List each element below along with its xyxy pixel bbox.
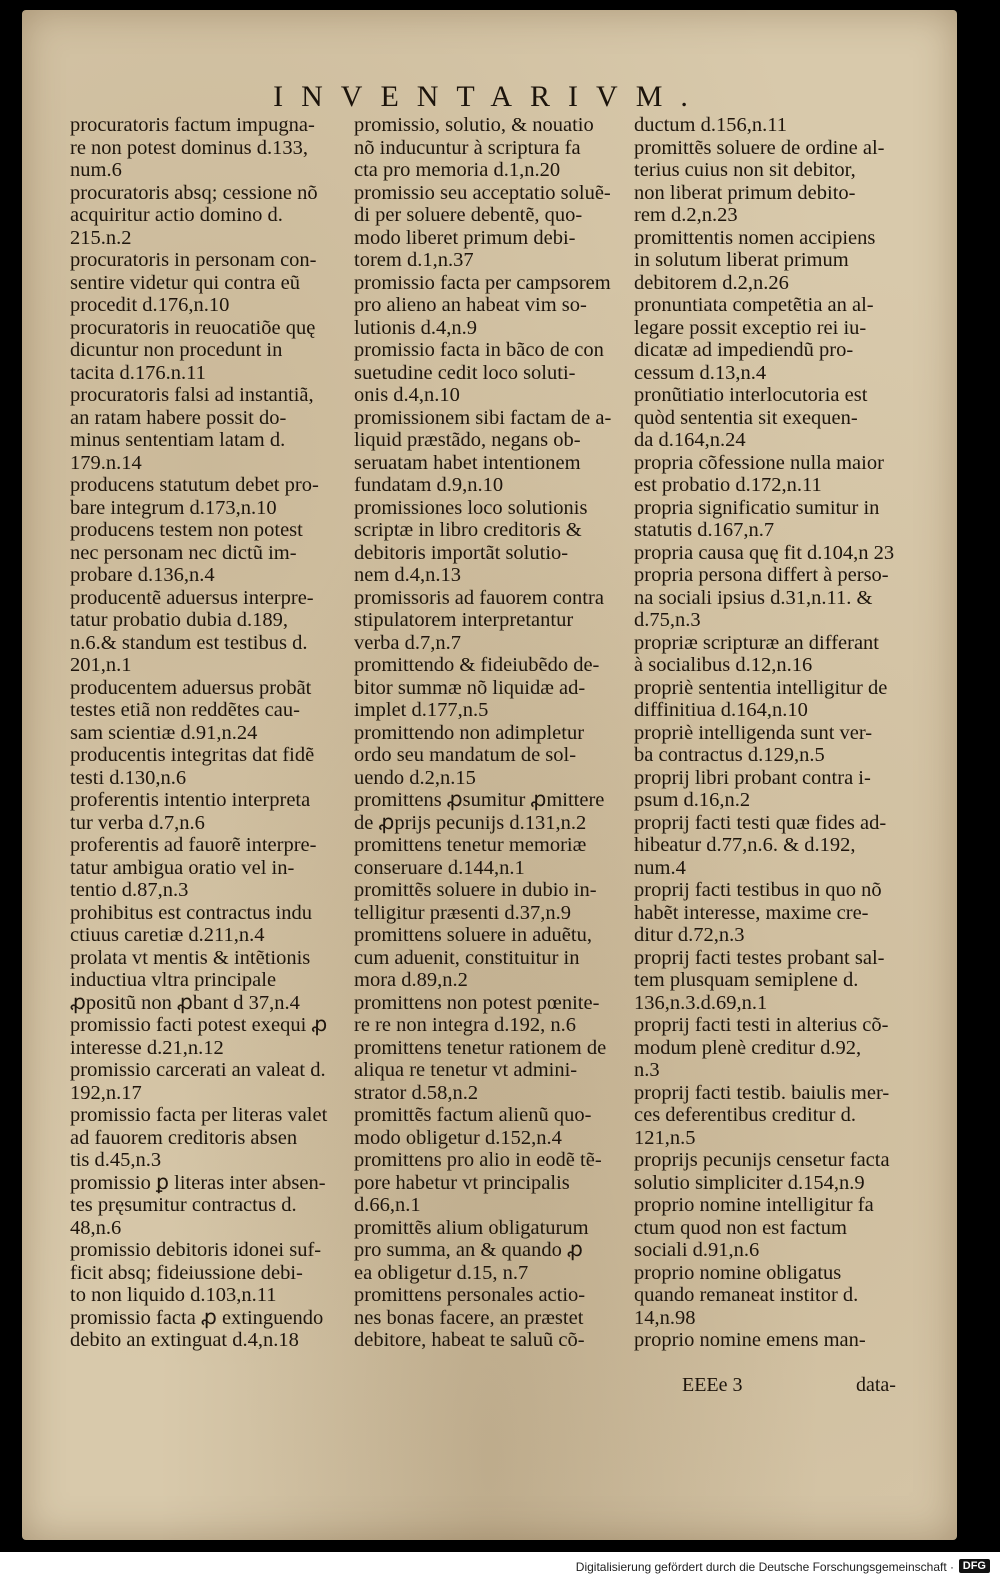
index-line: liquid præstãdo, negans ob- xyxy=(354,429,581,451)
index-line: seruatam habet intentionem xyxy=(354,451,581,474)
index-line: cta pro memoria d.1,n.20 xyxy=(354,159,561,181)
index-line: promittendo non adimpletur xyxy=(354,721,585,744)
index-line: pro summa, an & quando ꝓ xyxy=(354,1239,583,1261)
index-line: procedit d.176,n.10 xyxy=(70,294,230,316)
index-line: verba d.7,n.7 xyxy=(354,631,462,654)
index-line: n.6.& standum est testibus d. xyxy=(70,631,308,654)
index-line: lutionis d.4,n.9 xyxy=(354,316,478,339)
index-line: producens statutum debet pro- xyxy=(70,474,319,496)
index-line: promittens ꝓsumitur ꝓmittere xyxy=(354,789,605,811)
index-line: torem d.1,n.37 xyxy=(354,249,474,271)
index-line: re re non integra d.192, n.6 xyxy=(354,1014,577,1036)
index-line: ꝓpositũ non ꝓbant d 37,n.4 xyxy=(70,991,300,1014)
index-line: num.6 xyxy=(70,159,122,181)
index-line: legare possit exceptio rei iu- xyxy=(634,316,867,339)
index-line: ctum quod non est factum xyxy=(634,1216,847,1239)
index-line: propriæ scripturæ an differant xyxy=(634,631,879,654)
index-line: nec personam nec dictũ im- xyxy=(70,541,297,564)
index-line: promissionem sibi factam de a- xyxy=(354,406,612,429)
index-line: bitor summæ nõ liquidæ ad- xyxy=(354,676,586,699)
index-line: nes bonas facere, an præstet xyxy=(354,1306,584,1329)
index-line: ea obligetur d.15, n.7 xyxy=(354,1261,529,1284)
index-line: producentem aduersus probãt xyxy=(70,676,312,699)
index-line: promittens non potest pœnite- xyxy=(354,991,600,1014)
index-line: ductum d.156,n.11 xyxy=(634,114,787,136)
index-line: fundatam d.9,n.10 xyxy=(354,474,504,496)
index-line: promissoris ad fauorem contra xyxy=(354,586,604,609)
index-line: promittẽs soluere de ordine al- xyxy=(634,136,885,159)
index-line: 121,n.5 xyxy=(634,1126,696,1149)
index-line: promittẽs factum alienũ quo- xyxy=(354,1104,592,1126)
book-page xyxy=(22,10,957,1540)
index-line: promissio carcerati an valeat d. xyxy=(70,1059,326,1081)
index-line: statutis d.167,n.7 xyxy=(634,519,775,541)
index-line: tur verba d.7,n.6 xyxy=(70,811,205,834)
index-line: pore habetur vt principalis xyxy=(354,1171,570,1194)
index-line: 192,n.17 xyxy=(70,1081,142,1104)
index-line: debitoris importãt solutio- xyxy=(354,541,569,564)
index-line: tentio d.87,n.3 xyxy=(70,879,189,901)
index-line: ditur d.72,n.3 xyxy=(634,924,745,946)
index-line: re non potest dominus d.133, xyxy=(70,136,309,159)
index-line: ctiuus caretiæ d.211,n.4 xyxy=(70,924,265,946)
index-column-2 xyxy=(354,114,640,1352)
index-line: est probatio d.172,n.11 xyxy=(634,474,822,496)
index-line: sentire videtur qui contra eũ xyxy=(70,271,300,294)
index-line: promittens tenetur memoriæ xyxy=(354,834,587,856)
index-line: à socialibus d.12,n.16 xyxy=(634,654,813,676)
index-line: propria cõfessione nulla maior xyxy=(634,451,884,474)
index-line: aliqua re tenetur vt admini- xyxy=(354,1059,578,1081)
index-line: probare d.136,n.4 xyxy=(70,564,215,586)
index-line: 201,n.1 xyxy=(70,654,132,676)
index-line: proprio nomine intelligitur fa xyxy=(634,1194,874,1216)
index-line: implet d.177,n.5 xyxy=(354,699,489,721)
index-line: inductiua vltra principale xyxy=(70,969,277,991)
digitization-footer xyxy=(0,1552,1000,1580)
index-line: na sociali ipsius d.31,n.11. & xyxy=(634,586,873,609)
index-line: hibeatur d.77,n.6. & d.192, xyxy=(634,834,856,856)
index-line: promittens pro alio in eodẽ tẽ- xyxy=(354,1149,602,1171)
index-line: ordo seu mandatum de sol- xyxy=(354,744,577,766)
index-line: procuratoris absq; cessione nõ xyxy=(70,181,318,204)
index-line: promittentis nomen accipiens xyxy=(634,226,876,249)
index-column-1 xyxy=(70,114,356,1352)
index-line: habẽt interesse, maxime cre- xyxy=(634,901,869,924)
index-line: pronuntiata competẽtia an al- xyxy=(634,294,874,316)
index-line: proprij libri probant contra i- xyxy=(634,766,871,789)
index-line: tis d.45,n.3 xyxy=(70,1149,162,1171)
index-line: minus sententiam latam d. xyxy=(70,429,286,451)
index-line: terius cuius non sit debitor, xyxy=(634,159,856,181)
index-line: sociali d.91,n.6 xyxy=(634,1239,760,1261)
index-line: acquiritur actio domino d. xyxy=(70,204,283,226)
index-line: debitore, habeat te saluũ cõ- xyxy=(354,1329,585,1351)
index-line: promissio facta per literas valet xyxy=(70,1104,328,1126)
index-line: promissio facti potest exequi ꝓ xyxy=(70,1014,328,1036)
index-line: ces deferentibus creditur d. xyxy=(634,1104,856,1126)
index-line: dicatæ ad impediendũ pro- xyxy=(634,339,854,361)
index-line: telligitur præsenti d.37,n.9 xyxy=(354,901,571,924)
index-line: procuratoris in reuocatiõe quę xyxy=(70,316,316,339)
index-line: 14,n.98 xyxy=(634,1306,696,1329)
index-line: ficit absq; fideiussione debi- xyxy=(70,1261,303,1284)
index-line: conseruare d.144,n.1 xyxy=(354,856,525,879)
index-line: tacita d.176.n.11 xyxy=(70,361,206,384)
page-header: INVENTARIVM. xyxy=(273,80,706,113)
index-line: de ꝓprijs pecunijs d.131,n.2 xyxy=(354,811,587,834)
footer-credit-text: Digitalisierung gefördert durch die Deutsche Forschungsgemeinschaft · xyxy=(575,1560,954,1574)
index-line: prohibitus est contractus indu xyxy=(70,901,312,924)
index-line: bare integrum d.173,n.10 xyxy=(70,496,277,519)
index-line: procuratoris in personam con- xyxy=(70,249,317,271)
index-line: promittendo & fideiubẽdo de- xyxy=(354,654,600,676)
index-line: sam scientiæ d.91,n.24 xyxy=(70,721,258,744)
index-line: promissio ꝑ literas inter absen- xyxy=(70,1171,326,1194)
dfg-logo: DFG xyxy=(959,1559,990,1573)
index-line: solutio simpliciter d.154,n.9 xyxy=(634,1171,865,1194)
index-line: proprij facti testibus in quo nõ xyxy=(634,879,882,901)
index-line: in solutum liberat primum xyxy=(634,249,849,271)
index-column-3 xyxy=(634,114,920,1352)
index-line: pro alieno an habeat vim so- xyxy=(354,294,587,316)
index-line: ba contractus d.129,n.5 xyxy=(634,744,825,766)
index-line: promittens personales actio- xyxy=(354,1284,586,1306)
index-line: promissio facta per campsorem xyxy=(354,271,611,294)
index-line: quòd sententia sit exequen- xyxy=(634,406,858,429)
index-line: d.66,n.1 xyxy=(354,1194,421,1216)
index-line: tes pręsumitur contractus d. xyxy=(70,1194,297,1216)
index-line: mora d.89,n.2 xyxy=(354,969,468,991)
index-line: propriè sententia intelligitur de xyxy=(634,676,888,699)
index-line: producentẽ aduersus interpre- xyxy=(70,586,314,609)
index-line: promittẽs alium obligaturum xyxy=(354,1216,589,1239)
index-line: promissio facta ꝓ extinguendo xyxy=(70,1306,324,1329)
index-line: da d.164,n.24 xyxy=(634,429,746,451)
index-line: 215.n.2 xyxy=(70,226,132,249)
index-line: non liberat primum debito- xyxy=(634,181,856,204)
index-line: onis d.4,n.10 xyxy=(354,384,460,406)
index-line: propriè intelligenda sunt ver- xyxy=(634,721,873,744)
index-line: diffinitiua d.164,n.10 xyxy=(634,699,808,721)
index-line: 48,n.6 xyxy=(70,1216,122,1239)
index-line: proprij facti testi in alterius cõ- xyxy=(634,1014,889,1036)
index-line: promissio seu acceptatio soluẽ- xyxy=(354,181,611,204)
index-line: promittens tenetur rationem de xyxy=(354,1036,607,1059)
index-line: tatur probatio dubia d.189, xyxy=(70,609,289,631)
index-line: modum plenè creditur d.92, xyxy=(634,1036,862,1059)
index-line: proprij facti testib. baiulis mer- xyxy=(634,1081,890,1104)
index-line: proprij facti testes probant sal- xyxy=(634,946,885,969)
index-line: proprio nomine obligatus xyxy=(634,1261,842,1284)
index-line: interesse d.21,n.12 xyxy=(70,1036,224,1059)
index-line: dicuntur non procedunt in xyxy=(70,339,283,361)
index-line: stipulatorem interpretantur xyxy=(354,609,574,631)
index-line: an ratam habere possit do- xyxy=(70,406,287,429)
index-line: testi d.130,n.6 xyxy=(70,766,187,789)
index-line: nem d.4,n.13 xyxy=(354,564,462,586)
index-line: promissio, solutio, & nouatio xyxy=(354,114,594,136)
index-line: uendo d.2,n.15 xyxy=(354,766,476,789)
catchword: data- xyxy=(856,1374,896,1396)
index-line: scriptæ in libro creditoris & xyxy=(354,519,582,541)
index-line: psum d.16,n.2 xyxy=(634,789,751,811)
index-line: promittẽs soluere in dubio in- xyxy=(354,879,597,901)
index-line: cum aduenit, constituitur in xyxy=(354,946,580,969)
index-line: rem d.2,n.23 xyxy=(634,204,738,226)
index-line: propria persona differt à perso- xyxy=(634,564,889,586)
index-line: propria causa quę fit d.104,n 23 xyxy=(634,541,895,564)
index-line: proprio nomine emens man- xyxy=(634,1329,866,1351)
index-line: proprij facti testi quæ fides ad- xyxy=(634,811,887,834)
index-line: pronũtiatio interlocutoria est xyxy=(634,384,868,406)
index-line: propria significatio sumitur in xyxy=(634,496,880,519)
index-line: cessum d.13,n.4 xyxy=(634,361,767,384)
index-line: 179.n.14 xyxy=(70,451,142,474)
index-line: tem plusquam semiplene d. xyxy=(634,969,859,991)
index-line: num.4 xyxy=(634,856,686,879)
index-line: promissiones loco solutionis xyxy=(354,496,588,519)
signature-mark: EEEe 3 xyxy=(682,1374,743,1396)
index-line: producentis integritas dat fidẽ xyxy=(70,744,315,766)
index-line: procuratoris factum impugna- xyxy=(70,114,315,136)
index-line: procuratoris falsi ad instantiã, xyxy=(70,384,314,406)
index-line: 136,n.3.d.69,n.1 xyxy=(634,991,768,1014)
index-line: prolata vt mentis & intẽtionis xyxy=(70,946,311,969)
index-line: to non liquido d.103,n.11 xyxy=(70,1284,277,1306)
index-line: modo obligetur d.152,n.4 xyxy=(354,1126,562,1149)
index-line: d.75,n.3 xyxy=(634,609,701,631)
index-line: suetudine cedit loco soluti- xyxy=(354,361,576,384)
index-line: ad fauorem creditoris absen xyxy=(70,1126,298,1149)
index-line: debitorem d.2,n.26 xyxy=(634,271,789,294)
index-line: promissio debitoris idonei suf- xyxy=(70,1239,322,1261)
index-line: producens testem non potest xyxy=(70,519,303,541)
index-line: testes etiã non reddẽtes cau- xyxy=(70,699,300,721)
index-line: promittens soluere in aduẽtu, xyxy=(354,924,592,946)
index-line: tatur ambigua oratio vel in- xyxy=(70,856,295,879)
index-line: modo liberet primum debi- xyxy=(354,226,576,249)
index-line: nõ inducuntur à scriptura fa xyxy=(354,136,581,159)
index-line: di per soluere debentẽ, quo- xyxy=(354,204,583,226)
index-line: proferentis ad fauorẽ interpre- xyxy=(70,834,317,856)
index-line: strator d.58,n.2 xyxy=(354,1081,479,1104)
index-line: proprijs pecunijs censetur facta xyxy=(634,1149,890,1171)
index-line: promissio facta in bãco de con xyxy=(354,339,604,361)
index-line: debito an extinguat d.4,n.18 xyxy=(70,1329,299,1351)
index-line: n.3 xyxy=(634,1059,660,1081)
index-line: quando remaneat institor d. xyxy=(634,1284,859,1306)
index-line: proferentis intentio interpreta xyxy=(70,789,311,811)
